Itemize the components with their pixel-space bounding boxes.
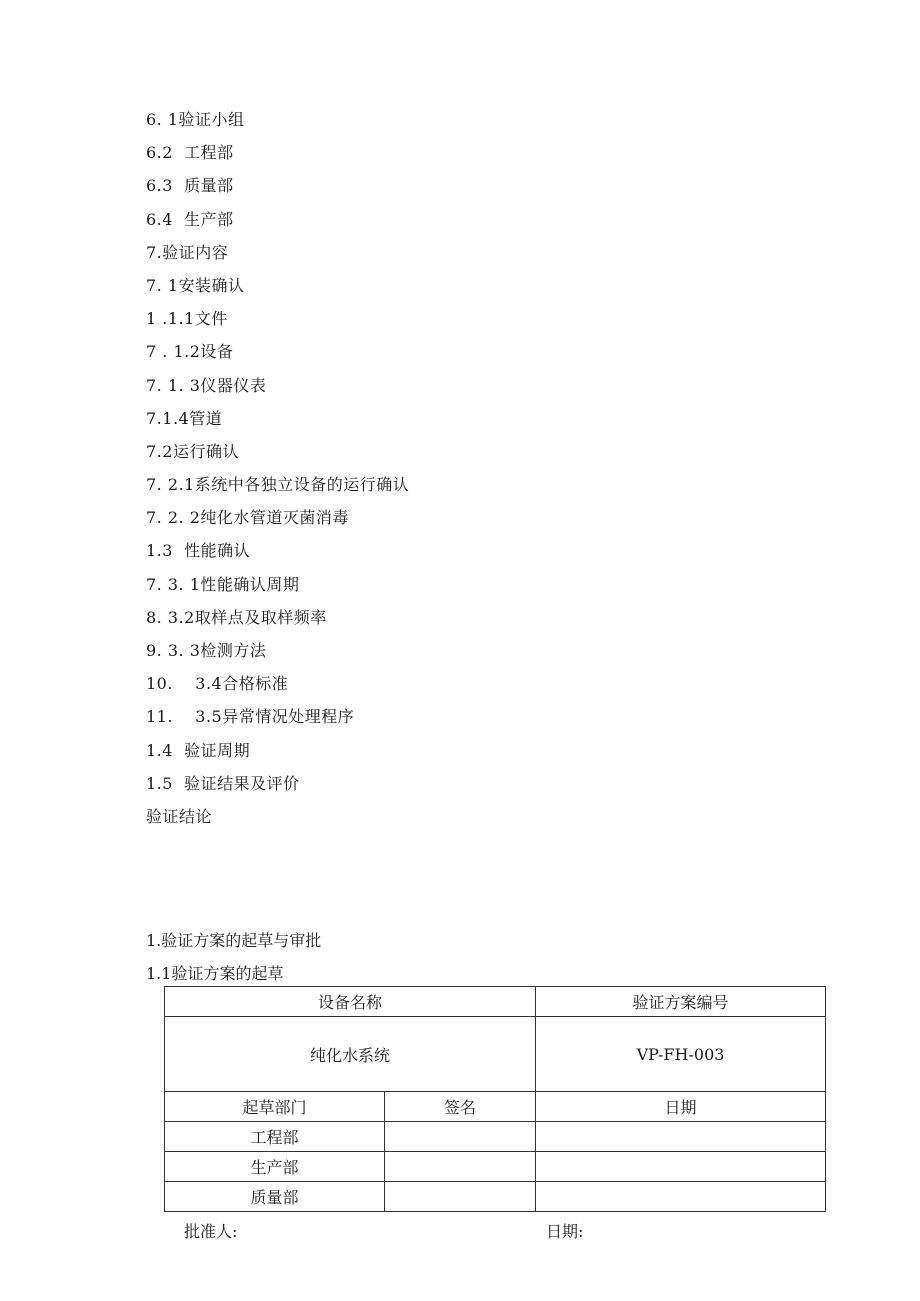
section-heading: 1.验证方案的起草与审批 (146, 931, 322, 950)
drafting-approval-table (164, 986, 826, 1212)
date-cell (536, 1122, 826, 1152)
toc-item: 10. 3.4合格标准 (146, 674, 289, 694)
section-subheading: 1.1验证方案的起草 (146, 964, 284, 983)
toc-item: 7. 3. 1性能确认周期 (146, 574, 300, 594)
col-sign-header: 签名 (385, 1092, 536, 1122)
table-row (165, 1182, 826, 1212)
table-value-row (165, 1017, 826, 1092)
toc-item: 7. 1. 3仪器仪表 (146, 375, 267, 395)
table-row (165, 1152, 826, 1182)
table-column-headers (165, 1092, 826, 1122)
table-row (165, 1122, 826, 1152)
toc-item: 7.2运行确认 (146, 441, 239, 461)
toc-item: 1 .1.1文件 (146, 309, 228, 329)
toc-item: 7. 2. 2纯化水管道灭菌消毒 (146, 508, 349, 528)
protocol-no-value: VP-FH-003 (536, 1017, 826, 1092)
toc-item: 1.4 验证周期 (146, 740, 251, 760)
toc-item: 7.验证内容 (146, 242, 229, 262)
toc-item: 7. 1安装确认 (146, 275, 245, 295)
toc-item: 6.2 工程部 (146, 143, 234, 163)
toc-item: 6.4 生产部 (146, 209, 234, 229)
dept-cell: 工程部 (165, 1122, 385, 1152)
toc-item: 11. 3.5异常情况处理程序 (146, 707, 355, 727)
sign-cell (385, 1122, 536, 1152)
toc-item: 7.1.4管道 (146, 408, 223, 428)
protocol-no-label: 验证方案编号 (536, 987, 826, 1017)
approver-label: 批准人: (184, 1222, 238, 1241)
equipment-name-value: 纯化水系统 (165, 1017, 536, 1092)
date-cell (536, 1182, 826, 1212)
toc-item: 1.3 性能确认 (146, 541, 251, 561)
table-of-contents (146, 108, 409, 838)
equipment-name-label: 设备名称 (165, 987, 536, 1017)
dept-cell: 生产部 (165, 1152, 385, 1182)
toc-item: 9. 3. 3检测方法 (146, 641, 267, 660)
toc-item: 6.3 质量部 (146, 176, 234, 196)
toc-item: 6. 1验证小组 (146, 110, 245, 129)
toc-item: 8. 3.2取样点及取样频率 (146, 607, 327, 627)
toc-item: 7. 2.1系统中各独立设备的运行确认 (146, 475, 410, 495)
table-header-row (165, 987, 826, 1017)
sign-cell (385, 1152, 536, 1182)
dept-cell: 质量部 (165, 1182, 385, 1212)
col-date-header: 日期 (536, 1092, 826, 1122)
col-dept-header: 起草部门 (165, 1092, 385, 1122)
toc-item: 7 . 1.2设备 (146, 342, 234, 362)
sign-cell (385, 1182, 536, 1212)
approval-date-label: 日期: (546, 1222, 584, 1241)
toc-item: 验证结论 (146, 806, 213, 826)
toc-item: 1.5 验证结果及评价 (146, 773, 300, 793)
date-cell (536, 1152, 826, 1182)
